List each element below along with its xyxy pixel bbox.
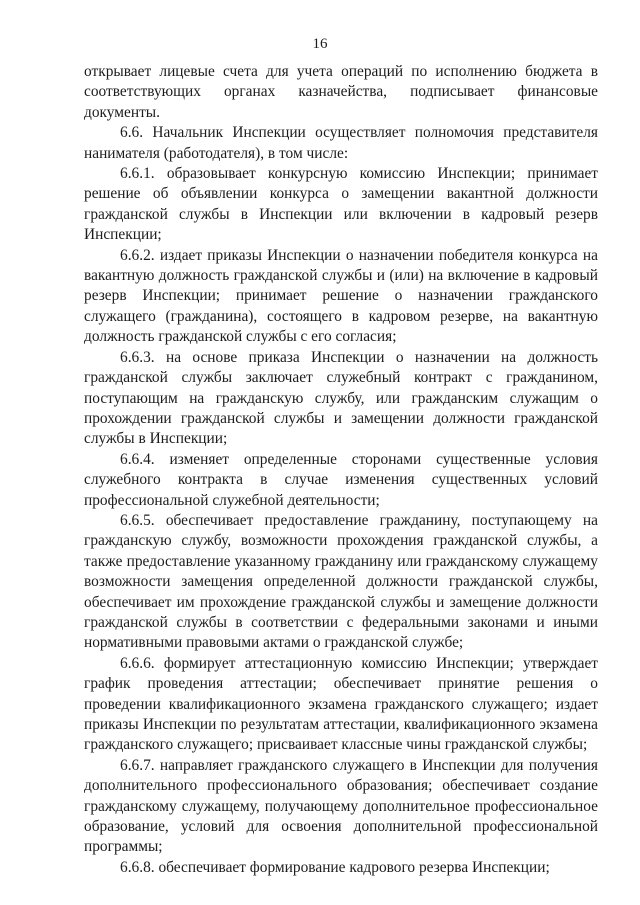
paragraph-6-6-1: 6.6.1. образовывает конкурсную комиссию Инспекции; принимает решение об объявлении конкурса о замещении вакантной должности гражданской службы в Инспекции или включении в кадровый резерв Инспекции;	[84, 165, 598, 244]
paragraph-6-6-6: 6.6.6. формирует аттестационную комиссию Инспекции; утверждает график проведения аттестации; обеспечивает принятие решения о проведении квалификационного экзамена гражданского служащего; издает приказы Инспекции по результатам аттестации, квалификационного экзамена гражданского служащего; присваивает классные чины гражданской службы;	[84, 654, 598, 754]
paragraph-continuation: открывает лицевые счета для учета операций по исполнению бюджета в соответствующих органах казначейства, подписывает финансовые документы.	[84, 63, 598, 121]
paragraph-6-6-7: 6.6.7. направляет гражданского служащего в Инспекции для получения дополнительного профессионального образования; обеспечивает создание гражданскому служащему, получающему дополнительное профессиональное образование, условий для освоения дополнительной профессиональной программы;	[84, 756, 598, 856]
page-number: 16	[312, 36, 328, 52]
paragraph-6-6-2: 6.6.2. издает приказы Инспекции о назначении победителя конкурса на вакантную должность гражданской службы и (или) на включение в кадровый резерв Инспекции; принимает решение о назначении гражданского служащего (гражданина), состоящего в кадровом резерве, на вакантную должность гражданской службы с его согласия;	[84, 246, 598, 346]
paragraph-6-6-4: 6.6.4. изменяет определенные сторонами существенные условия служебного контракта в случае изменения существенных условий профессиональной служебной деятельности;	[84, 450, 598, 509]
document-body	[84, 62, 598, 878]
paragraph-6-6-5: 6.6.5. обеспечивает предоставление гражданину, поступающему на гражданскую службу, возможности прохождения гражданской службы, а также предоставление указанному гражданину или гражданскому служащему возможности замещения определенной должности гражданской службы, обеспечивает им прохождение гражданской службы и замещение должности гражданской службы в соответствии с федеральными законами и иными нормативными правовыми актами о гражданской службе;	[84, 511, 598, 652]
paragraph-6-6-3: 6.6.3. на основе приказа Инспекции о назначении на должность гражданской службы заключает служебный контракт с гражданином, поступающим на гражданскую службу, или гражданским служащим о прохождении гражданской службы и замещении должности гражданской службы в Инспекции;	[84, 348, 598, 448]
paragraph-6-6: 6.6. Начальник Инспекции осуществляет полномочия представителя нанимателя (работодателя), в том числе:	[84, 124, 598, 162]
paragraph-6-6-8: 6.6.8. обеспечивает формирование кадрового резерва Инспекции;	[120, 858, 550, 876]
